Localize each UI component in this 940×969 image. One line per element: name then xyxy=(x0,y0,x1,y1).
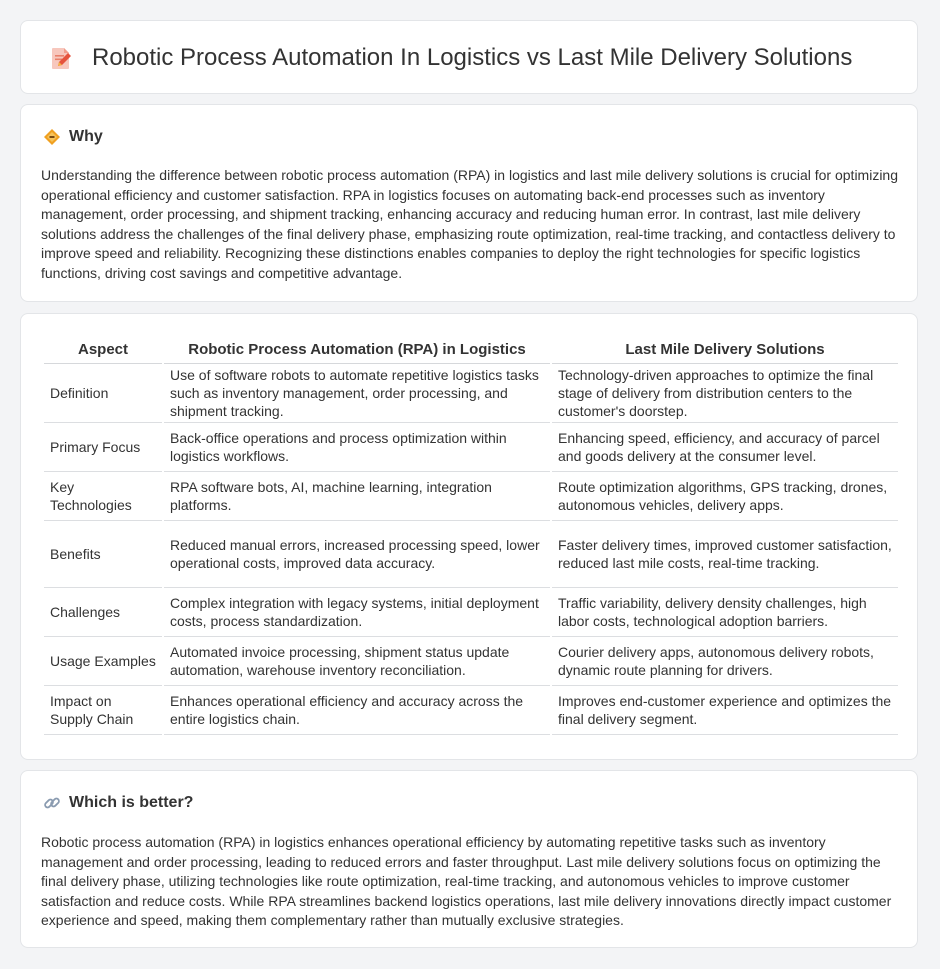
table-row xyxy=(44,686,898,735)
why-heading: Why xyxy=(69,128,103,145)
table-row xyxy=(44,521,898,588)
link-icon xyxy=(43,794,61,812)
table-row xyxy=(44,588,898,637)
row-aspect: Challenges xyxy=(44,588,162,637)
row-aspect: Impact on Supply Chain xyxy=(44,686,162,735)
why-header xyxy=(43,127,103,147)
row-rpa: Back-office operations and process optimization within logistics workflows. xyxy=(164,423,550,472)
header-rpa: Robotic Process Automation (RPA) in Logistics xyxy=(164,332,550,364)
row-aspect: Primary Focus xyxy=(44,423,162,472)
row-aspect: Definition xyxy=(44,364,162,423)
row-rpa: Use of software robots to automate repetitive logistics tasks such as inventory management, order processing, and shipment tracking. xyxy=(164,364,550,423)
table-row xyxy=(44,637,898,686)
header-last-mile: Last Mile Delivery Solutions xyxy=(552,332,898,364)
row-aspect: Usage Examples xyxy=(44,637,162,686)
row-rpa: Reduced manual errors, increased processing speed, lower operational costs, improved data accuracy. xyxy=(164,521,550,588)
which-better-text: Robotic process automation (RPA) in logistics enhances operational efficiency by automating repetitive tasks such as inventory management and order processing, leading to reduced errors and faster throughput. Last mile delivery solutions focus on optimizing the final delivery phase, utilizing technologies like route optimization, real-time tracking, and autonomous vehicles to improve customer satisfaction and reduce costs. While RPA streamlines backend logistics operations, last mile delivery innovations directly impact customer experience and speed, making them complementary rather than mutually exclusive strategies. xyxy=(41,834,892,928)
row-aspect: Key Technologies xyxy=(44,472,162,521)
diamond-sign-icon xyxy=(43,128,61,146)
table-row xyxy=(44,423,898,472)
row-rpa: Automated invoice processing, shipment status update automation, warehouse inventory reconciliation. xyxy=(164,637,550,686)
row-last-mile: Traffic variability, delivery density challenges, high labor costs, technological adoption barriers. xyxy=(552,588,898,637)
which-better-heading: Which is better? xyxy=(69,794,194,811)
row-last-mile: Technology-driven approaches to optimize the final stage of delivery from distribution centers to the customer's doorstep. xyxy=(552,364,898,423)
which-better-header xyxy=(43,793,193,813)
row-last-mile: Enhancing speed, efficiency, and accuracy of parcel and goods delivery at the consumer level. xyxy=(552,423,898,472)
header-aspect: Aspect xyxy=(44,332,162,364)
table-row xyxy=(44,364,898,423)
row-last-mile: Courier delivery apps, autonomous delivery robots, dynamic route planning for drivers. xyxy=(552,637,898,686)
row-rpa: Enhances operational efficiency and accuracy across the entire logistics chain. xyxy=(164,686,550,735)
document-edit-icon xyxy=(48,45,74,71)
row-rpa: RPA software bots, AI, machine learning, integration platforms. xyxy=(164,472,550,521)
comparison-card xyxy=(20,313,918,760)
row-aspect: Benefits xyxy=(44,521,162,588)
row-last-mile: Route optimization algorithms, GPS tracking, drones, autonomous vehicles, delivery apps. xyxy=(552,472,898,521)
row-rpa: Complex integration with legacy systems, initial deployment costs, process standardization. xyxy=(164,588,550,637)
which-better-section xyxy=(20,770,918,948)
table-header-row xyxy=(44,332,898,364)
comparison-table xyxy=(42,332,900,735)
row-last-mile: Improves end-customer experience and optimizes the final delivery segment. xyxy=(552,686,898,735)
page-title: Robotic Process Automation In Logistics vs Last Mile Delivery Solutions xyxy=(92,44,853,71)
why-section xyxy=(20,104,918,302)
row-last-mile: Faster delivery times, improved customer satisfaction, reduced last mile costs, real-time tracking. xyxy=(552,521,898,588)
title-card xyxy=(20,20,918,94)
table-row xyxy=(44,472,898,521)
why-text: Understanding the difference between robotic process automation (RPA) in logistics and last mile delivery solutions is crucial for optimizing operational efficiency and customer satisfaction. RPA in logistics focuses on automating back-end processes such as inventory management, order processing, and shipment tracking, enhancing accuracy and reducing human error. In contrast, last mile delivery solutions address the challenges of the final delivery phase, emphasizing route optimization, real-time tracking, and contactless delivery to improve speed and reliability. Recognizing these distinctions enables companies to deploy the right technologies for specific logistics functions, driving cost savings and competitive advantage. xyxy=(41,167,899,281)
